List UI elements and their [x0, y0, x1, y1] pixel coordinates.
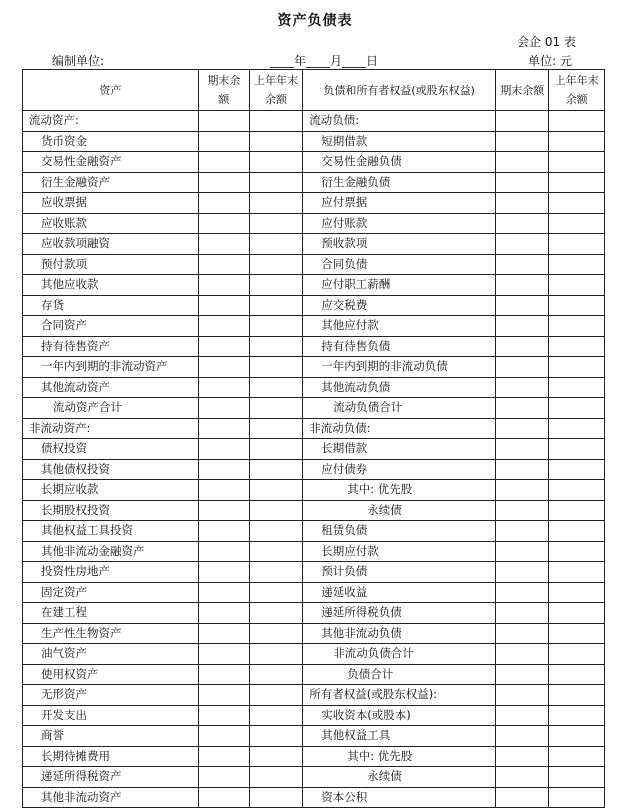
table-row	[23, 193, 605, 214]
asset-label: 油气资产	[23, 644, 199, 665]
asset-prior-year-cell	[249, 562, 302, 583]
asset-label: 其他非流动资产	[23, 787, 199, 808]
table-row	[23, 644, 605, 665]
asset-label: 长期应收款	[23, 480, 199, 501]
asset-prior-year-cell	[249, 459, 302, 480]
liability-label: 其他流动负债	[303, 377, 496, 398]
header-prior-year-end: 上年年末余额	[249, 70, 302, 111]
asset-label: 无形资产	[23, 685, 199, 706]
table-header-row	[23, 70, 605, 111]
liability-prior-year-cell	[549, 377, 605, 398]
liability-prior-year-cell	[549, 685, 605, 706]
liability-label: 其中: 优先股	[303, 480, 496, 501]
liability-prior-year-cell	[549, 623, 605, 644]
asset-prior-year-cell	[249, 254, 302, 275]
asset-label: 其他应收款	[23, 275, 199, 296]
liability-label: 其中: 优先股	[303, 746, 496, 767]
asset-label: 使用权资产	[23, 664, 199, 685]
table-row	[23, 767, 605, 788]
liability-period-end-cell	[496, 480, 549, 501]
liability-label: 资本公积	[303, 787, 496, 808]
liability-prior-year-cell	[549, 357, 605, 378]
table-row	[23, 131, 605, 152]
meta-row	[0, 52, 630, 70]
liability-prior-year-cell	[549, 705, 605, 726]
table-row	[23, 254, 605, 275]
asset-prior-year-cell	[249, 726, 302, 747]
liability-label: 永续债	[303, 767, 496, 788]
asset-prior-year-cell	[249, 316, 302, 337]
table-row	[23, 521, 605, 542]
liability-prior-year-cell	[549, 459, 605, 480]
liability-period-end-cell	[496, 521, 549, 542]
liability-prior-year-cell	[549, 500, 605, 521]
liability-period-end-cell	[496, 459, 549, 480]
asset-label: 债权投资	[23, 439, 199, 460]
liability-prior-year-cell	[549, 521, 605, 542]
asset-period-end-cell	[198, 787, 249, 808]
asset-label: 开发支出	[23, 705, 199, 726]
liability-label: 租赁负债	[303, 521, 496, 542]
table-row	[23, 295, 605, 316]
liability-prior-year-cell	[549, 767, 605, 788]
liability-prior-year-cell	[549, 746, 605, 767]
asset-prior-year-cell	[249, 500, 302, 521]
liability-period-end-cell	[496, 685, 549, 706]
liability-label: 长期应付款	[303, 541, 496, 562]
asset-label: 其他流动资产	[23, 377, 199, 398]
liability-label: 合同负债	[303, 254, 496, 275]
asset-period-end-cell	[198, 726, 249, 747]
form-code: 会企 01 表	[517, 35, 576, 49]
asset-label: 预付款项	[23, 254, 199, 275]
liability-period-end-cell	[496, 746, 549, 767]
liability-prior-year-cell	[549, 582, 605, 603]
asset-prior-year-cell	[249, 193, 302, 214]
asset-label: 生产性生物资产	[23, 623, 199, 644]
liability-period-end-cell	[496, 357, 549, 378]
asset-label: 衍生金融资产	[23, 172, 199, 193]
asset-period-end-cell	[198, 398, 249, 419]
table-row	[23, 500, 605, 521]
liability-label: 非流动负债:	[303, 418, 496, 439]
liability-label: 应付账款	[303, 213, 496, 234]
liability-prior-year-cell	[549, 152, 605, 173]
liability-prior-year-cell	[549, 664, 605, 685]
liability-period-end-cell	[496, 193, 549, 214]
table-row	[23, 439, 605, 460]
asset-period-end-cell	[198, 500, 249, 521]
asset-period-end-cell	[198, 418, 249, 439]
asset-period-end-cell	[198, 234, 249, 255]
liability-period-end-cell	[496, 787, 549, 808]
asset-prior-year-cell	[249, 275, 302, 296]
asset-prior-year-cell	[249, 398, 302, 419]
preparer-label: 编制单位:	[52, 54, 105, 68]
document-title: 资产负债表	[277, 13, 353, 29]
liability-period-end-cell	[496, 767, 549, 788]
liability-prior-year-cell	[549, 213, 605, 234]
asset-prior-year-cell	[249, 295, 302, 316]
liability-period-end-cell	[496, 111, 549, 132]
asset-period-end-cell	[198, 623, 249, 644]
header-liabilities-equity: 负债和所有者权益(或股东权益)	[303, 70, 496, 111]
table-row	[23, 685, 605, 706]
liability-label: 递延所得税负债	[303, 603, 496, 624]
liability-period-end-cell	[496, 562, 549, 583]
table-row	[23, 582, 605, 603]
liability-label: 衍生金融负债	[303, 172, 496, 193]
header-period-end-2: 期末余额	[496, 70, 549, 111]
table-row	[23, 398, 605, 419]
asset-period-end-cell	[198, 767, 249, 788]
table-row	[23, 172, 605, 193]
table-row	[23, 152, 605, 173]
liability-period-end-cell	[496, 377, 549, 398]
asset-prior-year-cell	[249, 336, 302, 357]
balance-sheet-table	[22, 69, 605, 808]
asset-label: 递延所得税资产	[23, 767, 199, 788]
asset-period-end-cell	[198, 172, 249, 193]
asset-prior-year-cell	[249, 787, 302, 808]
asset-label: 存货	[23, 295, 199, 316]
asset-period-end-cell	[198, 377, 249, 398]
asset-prior-year-cell	[249, 480, 302, 501]
liability-period-end-cell	[496, 254, 549, 275]
asset-prior-year-cell	[249, 603, 302, 624]
asset-label: 应收账款	[23, 213, 199, 234]
liability-label: 流动负债:	[303, 111, 496, 132]
asset-period-end-cell	[198, 275, 249, 296]
asset-period-end-cell	[198, 705, 249, 726]
liability-prior-year-cell	[549, 418, 605, 439]
table-row	[23, 623, 605, 644]
liability-label: 应付职工薪酬	[303, 275, 496, 296]
liability-prior-year-cell	[549, 254, 605, 275]
asset-label: 其他非流动金融资产	[23, 541, 199, 562]
asset-period-end-cell	[198, 459, 249, 480]
liability-period-end-cell	[496, 541, 549, 562]
asset-prior-year-cell	[249, 767, 302, 788]
liability-label: 实收资本(或股本)	[303, 705, 496, 726]
asset-prior-year-cell	[249, 439, 302, 460]
table-row	[23, 562, 605, 583]
asset-period-end-cell	[198, 131, 249, 152]
table-row	[23, 541, 605, 562]
liability-label: 负债合计	[303, 664, 496, 685]
liability-period-end-cell	[496, 172, 549, 193]
liability-period-end-cell	[496, 234, 549, 255]
asset-prior-year-cell	[249, 152, 302, 173]
liability-label: 其他权益工具	[303, 726, 496, 747]
liability-period-end-cell	[496, 418, 549, 439]
asset-prior-year-cell	[249, 623, 302, 644]
liability-label: 其他应付款	[303, 316, 496, 337]
liability-prior-year-cell	[549, 562, 605, 583]
asset-label: 应收款项融资	[23, 234, 199, 255]
liability-prior-year-cell	[549, 316, 605, 337]
asset-period-end-cell	[198, 521, 249, 542]
asset-period-end-cell	[198, 152, 249, 173]
liability-prior-year-cell	[549, 541, 605, 562]
asset-label: 流动资产合计	[23, 398, 199, 419]
asset-period-end-cell	[198, 562, 249, 583]
asset-prior-year-cell	[249, 664, 302, 685]
asset-prior-year-cell	[249, 541, 302, 562]
asset-period-end-cell	[198, 336, 249, 357]
asset-period-end-cell	[198, 685, 249, 706]
liability-prior-year-cell	[549, 644, 605, 665]
table-row	[23, 459, 605, 480]
liability-period-end-cell	[496, 131, 549, 152]
asset-prior-year-cell	[249, 234, 302, 255]
asset-label: 交易性金融资产	[23, 152, 199, 173]
liability-label: 递延收益	[303, 582, 496, 603]
header-assets: 资产	[23, 70, 199, 111]
asset-label: 合同资产	[23, 316, 199, 337]
asset-period-end-cell	[198, 254, 249, 275]
asset-prior-year-cell	[249, 746, 302, 767]
liability-prior-year-cell	[549, 193, 605, 214]
header-prior-year-end-2: 上年年末余额	[549, 70, 605, 111]
liability-prior-year-cell	[549, 439, 605, 460]
liability-label: 其他非流动负债	[303, 623, 496, 644]
header-period-end: 期末余额	[198, 70, 249, 111]
asset-period-end-cell	[198, 603, 249, 624]
asset-period-end-cell	[198, 357, 249, 378]
asset-label: 商誉	[23, 726, 199, 747]
liability-period-end-cell	[496, 439, 549, 460]
asset-label: 其他权益工具投资	[23, 521, 199, 542]
asset-prior-year-cell	[249, 357, 302, 378]
table-row	[23, 480, 605, 501]
table-row	[23, 603, 605, 624]
liability-period-end-cell	[496, 500, 549, 521]
liability-prior-year-cell	[549, 295, 605, 316]
liability-label: 应付票据	[303, 193, 496, 214]
table-row	[23, 787, 605, 808]
asset-period-end-cell	[198, 439, 249, 460]
table-row	[23, 316, 605, 337]
liability-label: 所有者权益(或股东权益):	[303, 685, 496, 706]
table-row	[23, 234, 605, 255]
asset-prior-year-cell	[249, 705, 302, 726]
asset-label: 长期股权投资	[23, 500, 199, 521]
liability-label: 永续债	[303, 500, 496, 521]
liability-prior-year-cell	[549, 131, 605, 152]
liability-prior-year-cell	[549, 480, 605, 501]
liability-period-end-cell	[496, 152, 549, 173]
liability-label: 长期借款	[303, 439, 496, 460]
asset-prior-year-cell	[249, 213, 302, 234]
asset-prior-year-cell	[249, 644, 302, 665]
liability-label: 预计负债	[303, 562, 496, 583]
table-row	[23, 726, 605, 747]
asset-period-end-cell	[198, 541, 249, 562]
liability-period-end-cell	[496, 623, 549, 644]
liability-period-end-cell	[496, 603, 549, 624]
asset-period-end-cell	[198, 746, 249, 767]
asset-prior-year-cell	[249, 418, 302, 439]
asset-prior-year-cell	[249, 685, 302, 706]
asset-label: 其他债权投资	[23, 459, 199, 480]
asset-period-end-cell	[198, 316, 249, 337]
asset-prior-year-cell	[249, 172, 302, 193]
liability-label: 短期借款	[303, 131, 496, 152]
asset-period-end-cell	[198, 111, 249, 132]
liability-label: 预收款项	[303, 234, 496, 255]
table-row	[23, 336, 605, 357]
liability-period-end-cell	[496, 705, 549, 726]
liability-label: 应交税费	[303, 295, 496, 316]
table-row	[23, 418, 605, 439]
liability-label: 一年内到期的非流动负债	[303, 357, 496, 378]
liability-prior-year-cell	[549, 787, 605, 808]
asset-label: 持有待售资产	[23, 336, 199, 357]
asset-label: 投资性房地产	[23, 562, 199, 583]
liability-period-end-cell	[496, 398, 549, 419]
liability-prior-year-cell	[549, 603, 605, 624]
asset-label: 在建工程	[23, 603, 199, 624]
asset-period-end-cell	[198, 582, 249, 603]
liability-period-end-cell	[496, 582, 549, 603]
table-row	[23, 705, 605, 726]
asset-prior-year-cell	[249, 131, 302, 152]
table-row	[23, 664, 605, 685]
liability-period-end-cell	[496, 726, 549, 747]
liability-period-end-cell	[496, 644, 549, 665]
asset-period-end-cell	[198, 193, 249, 214]
liability-label: 流动负债合计	[303, 398, 496, 419]
liability-period-end-cell	[496, 213, 549, 234]
asset-prior-year-cell	[249, 377, 302, 398]
table-row	[23, 275, 605, 296]
asset-label: 货币资金	[23, 131, 199, 152]
liability-label: 应付债券	[303, 459, 496, 480]
date-placeholder: ____年____月____日	[270, 54, 379, 68]
liability-prior-year-cell	[549, 111, 605, 132]
asset-period-end-cell	[198, 213, 249, 234]
asset-period-end-cell	[198, 644, 249, 665]
table-row	[23, 213, 605, 234]
liability-prior-year-cell	[549, 234, 605, 255]
asset-label: 一年内到期的非流动资产	[23, 357, 199, 378]
liability-period-end-cell	[496, 336, 549, 357]
asset-label: 应收票据	[23, 193, 199, 214]
asset-prior-year-cell	[249, 111, 302, 132]
table-row	[23, 111, 605, 132]
liability-period-end-cell	[496, 275, 549, 296]
asset-period-end-cell	[198, 480, 249, 501]
asset-period-end-cell	[198, 295, 249, 316]
liability-label: 交易性金融负债	[303, 152, 496, 173]
table-row	[23, 377, 605, 398]
asset-period-end-cell	[198, 664, 249, 685]
liability-prior-year-cell	[549, 336, 605, 357]
liability-period-end-cell	[496, 295, 549, 316]
liability-period-end-cell	[496, 316, 549, 337]
liability-prior-year-cell	[549, 275, 605, 296]
asset-label: 流动资产:	[23, 111, 199, 132]
liability-prior-year-cell	[549, 172, 605, 193]
asset-label: 固定资产	[23, 582, 199, 603]
currency-label: 单位: 元	[528, 54, 572, 68]
liability-prior-year-cell	[549, 726, 605, 747]
asset-prior-year-cell	[249, 521, 302, 542]
table-row	[23, 746, 605, 767]
asset-prior-year-cell	[249, 582, 302, 603]
asset-label: 非流动资产:	[23, 418, 199, 439]
asset-label: 长期待摊费用	[23, 746, 199, 767]
liability-label: 非流动负债合计	[303, 644, 496, 665]
liability-prior-year-cell	[549, 398, 605, 419]
liability-period-end-cell	[496, 664, 549, 685]
liability-label: 持有待售负债	[303, 336, 496, 357]
table-row	[23, 357, 605, 378]
